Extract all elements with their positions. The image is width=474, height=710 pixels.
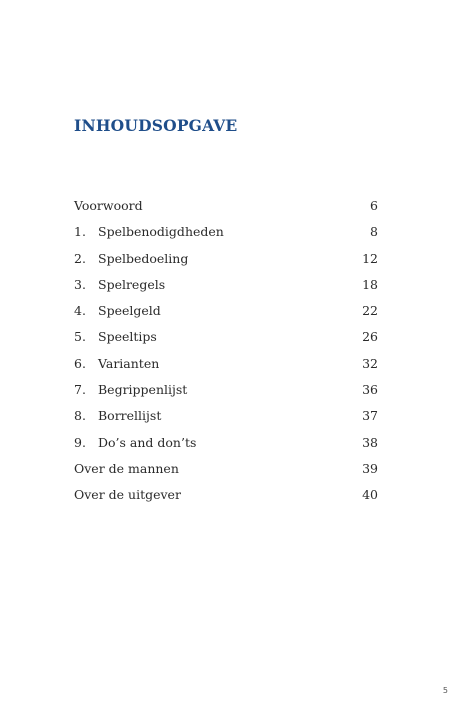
toc-entry-number: 1. bbox=[74, 224, 86, 240]
toc-entry-page: 26 bbox=[362, 329, 378, 345]
toc-entry-page: 6 bbox=[370, 198, 378, 213]
toc-entry-number: 4. bbox=[74, 303, 86, 319]
toc-entry-page: 38 bbox=[362, 434, 378, 450]
toc-entry-voorwoord bbox=[74, 196, 378, 222]
toc-entry-number: 9. bbox=[74, 434, 86, 450]
toc-entry-label: Over de uitgever bbox=[74, 487, 181, 503]
toc-entry-borrellijst bbox=[74, 406, 378, 432]
toc-entry-page: 39 bbox=[362, 460, 378, 476]
toc-entry-begrippenlijst bbox=[74, 380, 378, 406]
toc-entry-label: Spelregels bbox=[98, 276, 166, 292]
toc-entry-number: 2. bbox=[74, 250, 86, 266]
toc-entry-number: 7. bbox=[74, 382, 86, 398]
toc-entry-page: 8 bbox=[370, 224, 378, 240]
toc-entry-label: Do’s and don’ts bbox=[98, 434, 197, 450]
toc-entry-label: Begrippenlijst bbox=[98, 382, 188, 398]
toc-entry-speeltips bbox=[74, 327, 378, 353]
toc-entry-page: 36 bbox=[362, 382, 378, 398]
page-title: INHOUDSOPGAVE bbox=[74, 116, 238, 135]
toc-entry-page: 18 bbox=[362, 276, 378, 292]
toc-entry-label: Spelbedoeling bbox=[98, 250, 189, 266]
toc-entry-number: 6. bbox=[74, 355, 86, 371]
toc-entry-number: 3. bbox=[74, 276, 86, 292]
table-of-contents bbox=[74, 196, 378, 512]
toc-entry-label: Over de mannen bbox=[74, 460, 179, 476]
toc-entry-over-de-uitgever bbox=[74, 485, 378, 511]
toc-entry-page: 12 bbox=[362, 250, 378, 266]
toc-entry-speelgeld bbox=[74, 301, 378, 327]
toc-entry-label: Speeltips bbox=[98, 329, 157, 345]
toc-entry-label: Speelgeld bbox=[98, 303, 161, 319]
toc-entry-varianten bbox=[74, 354, 378, 380]
page-number: 5 bbox=[442, 686, 448, 695]
toc-entry-label: Varianten bbox=[98, 355, 160, 371]
toc-entry-number: 5. bbox=[74, 329, 86, 345]
toc-entry-page: 40 bbox=[362, 487, 378, 503]
toc-entry-page: 37 bbox=[362, 408, 378, 424]
toc-entry-over-de-mannen bbox=[74, 459, 378, 485]
toc-entry-page: 22 bbox=[362, 303, 378, 319]
toc-entry-page: 32 bbox=[362, 355, 378, 371]
toc-entry-label: Borrellijst bbox=[98, 408, 162, 424]
toc-entry-spelregels bbox=[74, 275, 378, 301]
toc-entry-spelbedoeling bbox=[74, 249, 378, 275]
toc-entry-dos-and-donts bbox=[74, 433, 378, 459]
toc-entry-spelbenodigdheden bbox=[74, 222, 378, 248]
toc-entry-label: Spelbenodigdheden bbox=[98, 224, 224, 240]
toc-entry-number: 8. bbox=[74, 408, 86, 424]
toc-entry-label: Voorwoord bbox=[74, 198, 143, 213]
